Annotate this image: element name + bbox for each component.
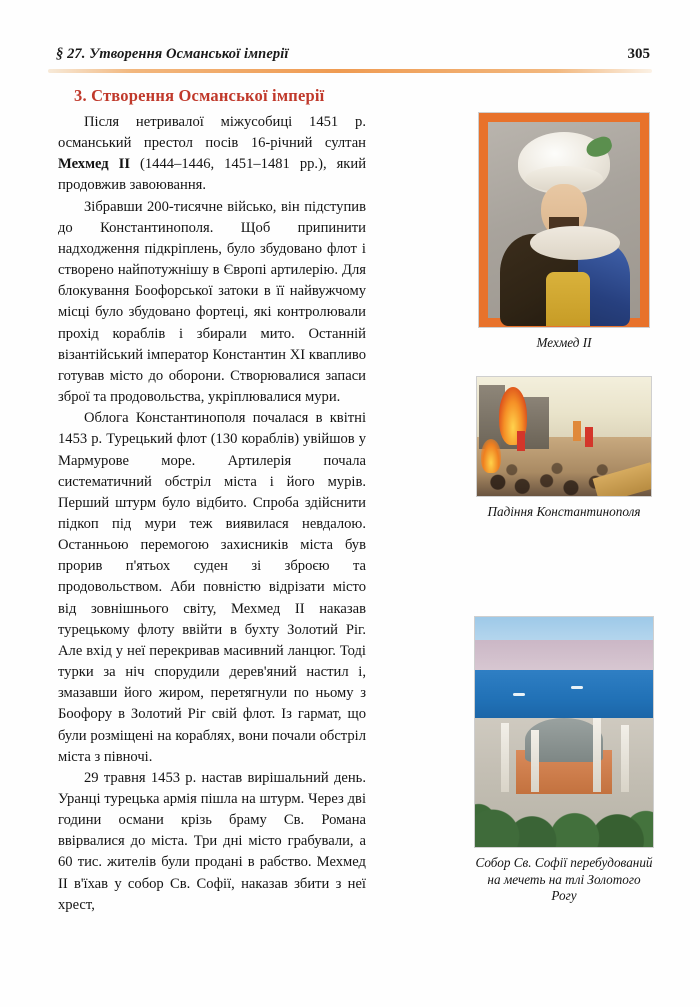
header-rule xyxy=(48,69,652,73)
figure-mehmed-ii xyxy=(478,112,650,352)
figure-fall-of-constantinople xyxy=(476,376,652,521)
figure-mehmed-ii-image xyxy=(478,112,650,328)
paragraph-1 xyxy=(58,112,366,197)
boat-shape xyxy=(571,686,583,689)
paragraph-2: Зібравши 200-тисячне військо, він підступив до Константинополя. Щоб припинити надходження підкріплень, було збудовано флот і створено найпотужнішу в Європі артилерію. Для блокування Боофорської затоки в її найвужчому місці було збудовано фортеці, які контролювали прохід кораблів і збирали мито. Останній візантійський імператор Константин XI квапливо готував місто до оборони. Створювалися запаси зброї та продовольства, укріплювалися мури. xyxy=(58,198,366,406)
orange-banner-shape xyxy=(573,421,581,441)
running-head-title: § 27. Утворення Османської імперії xyxy=(56,46,289,62)
fur-collar-shape xyxy=(530,226,620,260)
red-banner-shape xyxy=(517,431,525,451)
figure-mehmed-ii-caption: Мехмед II xyxy=(536,335,592,350)
page-number: 305 xyxy=(627,46,650,62)
red-banner-shape xyxy=(585,427,593,447)
far-shore-region xyxy=(475,640,653,672)
section-heading: 3. Створення Османської імперії xyxy=(74,86,325,105)
paragraph-3: Облога Константинополя почалася в квітні 1453 р. Турецький флот (130 кораблів) увійшов у Мармурове море. Артилерія почала систематичний обстріл міста і його мурів. Перший штурм було відбито. Спроба здійснити підкоп під мури теж виявилася невдалою. Останньою перемогою захисників міста був прорив п'ятьох суден зі зброєю та продовольством. Аби повністю відрізати місто від зовнішнього світу, Мехмед II наказав турецькому флоту ввійти в бухту Золотий Ріг. Але вхід у неї перекривав масивний ланцюг. Тоді турки за ніч спорудили дерев'яний настил і, змазавши його жиром, перетягнули по ньому з Боофору в Золотий Ріг свій флот. Із гармат, що були розміщені на кораблях, вони почали обстріл міста з півночі. xyxy=(58,410,366,765)
gold-sash-shape xyxy=(546,272,590,326)
sultan-name-bold: Мехмед II xyxy=(58,156,131,173)
figure-hagia-sophia-caption: Собор Св. Софії перебудований на мечеть на тлі Золотого Рогу xyxy=(475,855,653,903)
paragraph-4: 29 травня 1453 р. настав вирішальний день. Уранці турецька армія пішла на штурм. Через дві години османи крізь браму Св. Романа ввірвалися до міста. Три дні місто грабували, а 60 тис. жителів були продані в рабство. Мехмед II в'їхав у собор Св. Софії, наказав збити з неї хрест, xyxy=(58,769,366,913)
boat-shape xyxy=(513,693,525,696)
golden-horn-water-region xyxy=(475,670,653,723)
figure-fall-of-constantinople-caption: Падіння Константинополя xyxy=(487,504,641,519)
figure-hagia-sophia-image xyxy=(474,616,654,848)
portrait-background xyxy=(488,122,640,318)
paragraph-1-text-after-bold: (1444–1446, 1451–1481 рр.), який продовжив завоювання. xyxy=(58,156,367,194)
running-head xyxy=(48,46,652,70)
paragraph-1-text-before-bold: Після нетривалої міжусобиці 1451 р. османський престол посів 16-річний султан xyxy=(58,114,366,152)
tree-foliage-texture xyxy=(475,769,653,847)
figure-fall-of-constantinople-image xyxy=(476,376,652,497)
body-text-column xyxy=(58,112,366,916)
figure-hagia-sophia xyxy=(474,616,654,905)
